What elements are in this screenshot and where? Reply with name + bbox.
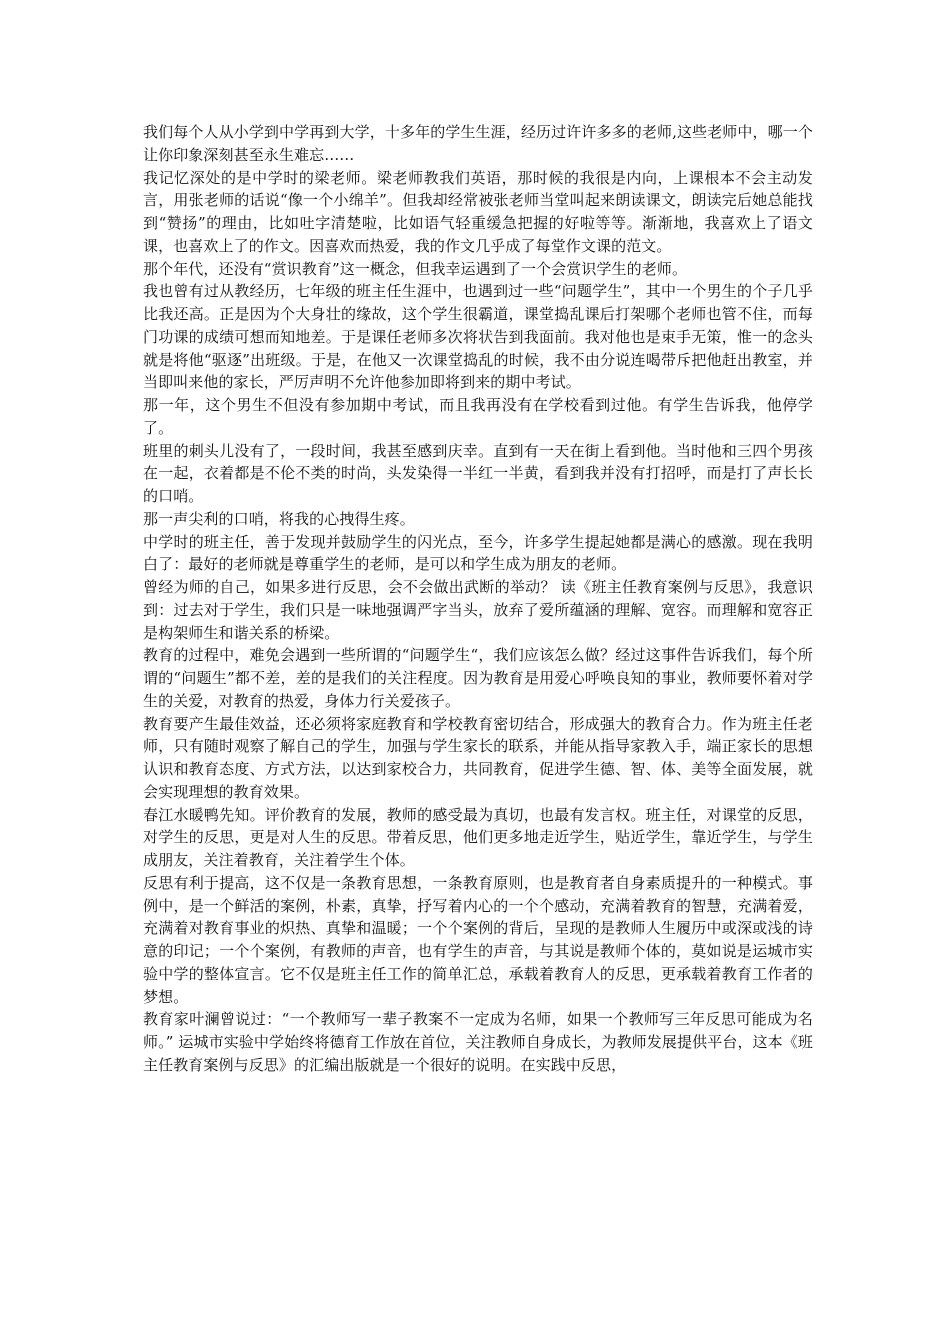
paragraph-13: 反思有利于提高，这不仅是一条教育思想，一条教育原则，也是教育者自身素质提升的一种模式。事例中，是一个鲜活的案例，朴素，真挚，抒写着内心的一个个感动，充满着教育的智慧，充满着爱，充满着对教育事业的炽热、真挚和温暖；一个个案例的背后，呈现的是教师人生履历中或深或浅的诗意的印记；一个个案例，有教师的声音，也有学生的声音，与其说是教师个体的，莫如说是运城市实验中学的整体宣言。它不仅是班主任工作的简单汇总，承载着教育人的反思，更承载着教育工作者的梦想。 [143, 873, 813, 1006]
paragraph-14: 教育家叶澜曾说过：“一个教师写一辈子教案不一定成为名师，如果一个教师写三年反思可能成为名师。” 运城市实验中学始终将德育工作放在首位，关注教师自身成长，为教师发展提供平台，这本《班主任教育案例与反思》的汇编出版就是一个很好的说明。在实践中反思， [143, 1010, 813, 1074]
paragraph-7: 那一声尖利的口哨，将我的心拽得生疼。 [143, 509, 415, 528]
paragraph-5: 那一年，这个男生不但没有参加期中考试，而且我再没有在学校看到过他。有学生告诉我，他停学了。 [143, 396, 813, 437]
paragraph-11: 教育要产生最佳效益，还必须将家庭教育和学校教育密切结合，形成强大的教育合力。作为班主任老师，只有随时观察了解自己的学生，加强与学生家长的联系，并能从指导家教入手，端正家长的思想认识和教育态度、方式方法，以达到家校合力，共同教育，促进学生德、智、体、美等全面发展，就会实现理想的教育效果。 [143, 714, 813, 801]
paragraph-8: 中学时的班主任，善于发现并鼓励学生的闪光点，至今，许多学生提起她都是满心的感激。现在我明白了：最好的老师就是尊重学生的老师，是可以和学生成为朋友的老师。 [143, 532, 813, 574]
paragraph-9: 曾经为师的自己，如果多进行反思，会不会做出武断的举动？ 读《班主任教育案例与反思》，我意识到：过去对于学生，我们只是一味地强调严字当头，放弃了爱所蕴涵的理解、宽容。而理解和宽容正是构架师生和谐关系的桥梁。 [143, 578, 813, 642]
paragraph-6: 班里的刺头儿没有了，一段时间，我甚至感到庆幸。直到有一天在街上看到他。当时他和三四个男孩在一起，衣着都是不伦不类的时尚，头发染得一半红一半黄，看到我并没有打招呼，而是打了声长长的口哨。 [143, 441, 813, 505]
document-body [143, 121, 813, 1077]
paragraph-4: 我也曾有过从教经历，七年级的班主任生涯中，也遇到过一些“问题学生”，其中一个男生的个子几乎比我还高。正是因为个大身壮的缘故，这个学生很霸道，课堂捣乱课后打架哪个老师也管不住，而每门功课的成绩可想而知地差。于是课任老师多次将状告到我面前。我对他也是束手无策，惟一的念头就是将他“驱逐”出班级。于是，在他又一次课堂捣乱的时候，我不由分说连喝带斥把他赶出教室，并当即叫来他的家长，严厉声明不允许他参加即将到来的期中考试。 [143, 282, 813, 392]
paragraph-12: 春江水暖鸭先知。评价教育的发展，教师的感受最为真切，也最有发言权。班主任，对课堂的反思，对学生的反思，更是对人生的反思。带着反思，他们更多地走近学生，贴近学生，靠近学生，与学生成朋友，关注着教育，关注着学生个体。 [143, 805, 813, 869]
paragraph-1: 我们每个人从小学到中学再到大学，十多年的学生生涯，经历过许许多多的老师,这些老师中，哪一个让你印象深刻甚至永生难忘…… [143, 123, 813, 164]
paragraph-2: 我记忆深处的是中学时的梁老师。梁老师教我们英语，那时候的我很是内向，上课根本不会主动发言，用张老师的话说“像一个小绵羊”。但我却经常被张老师当堂叫起来朗读课文，朗读完后她总能找到“赞扬”的理由，比如吐字清楚啦，比如语气轻重缓急把握的好啦等等。渐渐地，我喜欢上了语文课，也喜欢上了的作文。因喜欢而热爱，我的作文几乎成了每堂作文课的范文。 [143, 168, 813, 255]
paragraph-10: 教育的过程中，难免会遇到一些所谓的“问题学生“，我们应该怎么做？经过这事件告诉我们，每个所谓的“问题生”都不差，差的是我们的关注程度。因为教育是用爱心呼唤良知的事业，教师要怀着对学生的关爱，对教育的热爱，身体力行关爱孩子。 [143, 646, 813, 710]
paragraph-3: 那个年代，还没有“赏识教育”这一概念，但我幸运遇到了一个会赏识学生的老师。 [143, 259, 688, 278]
